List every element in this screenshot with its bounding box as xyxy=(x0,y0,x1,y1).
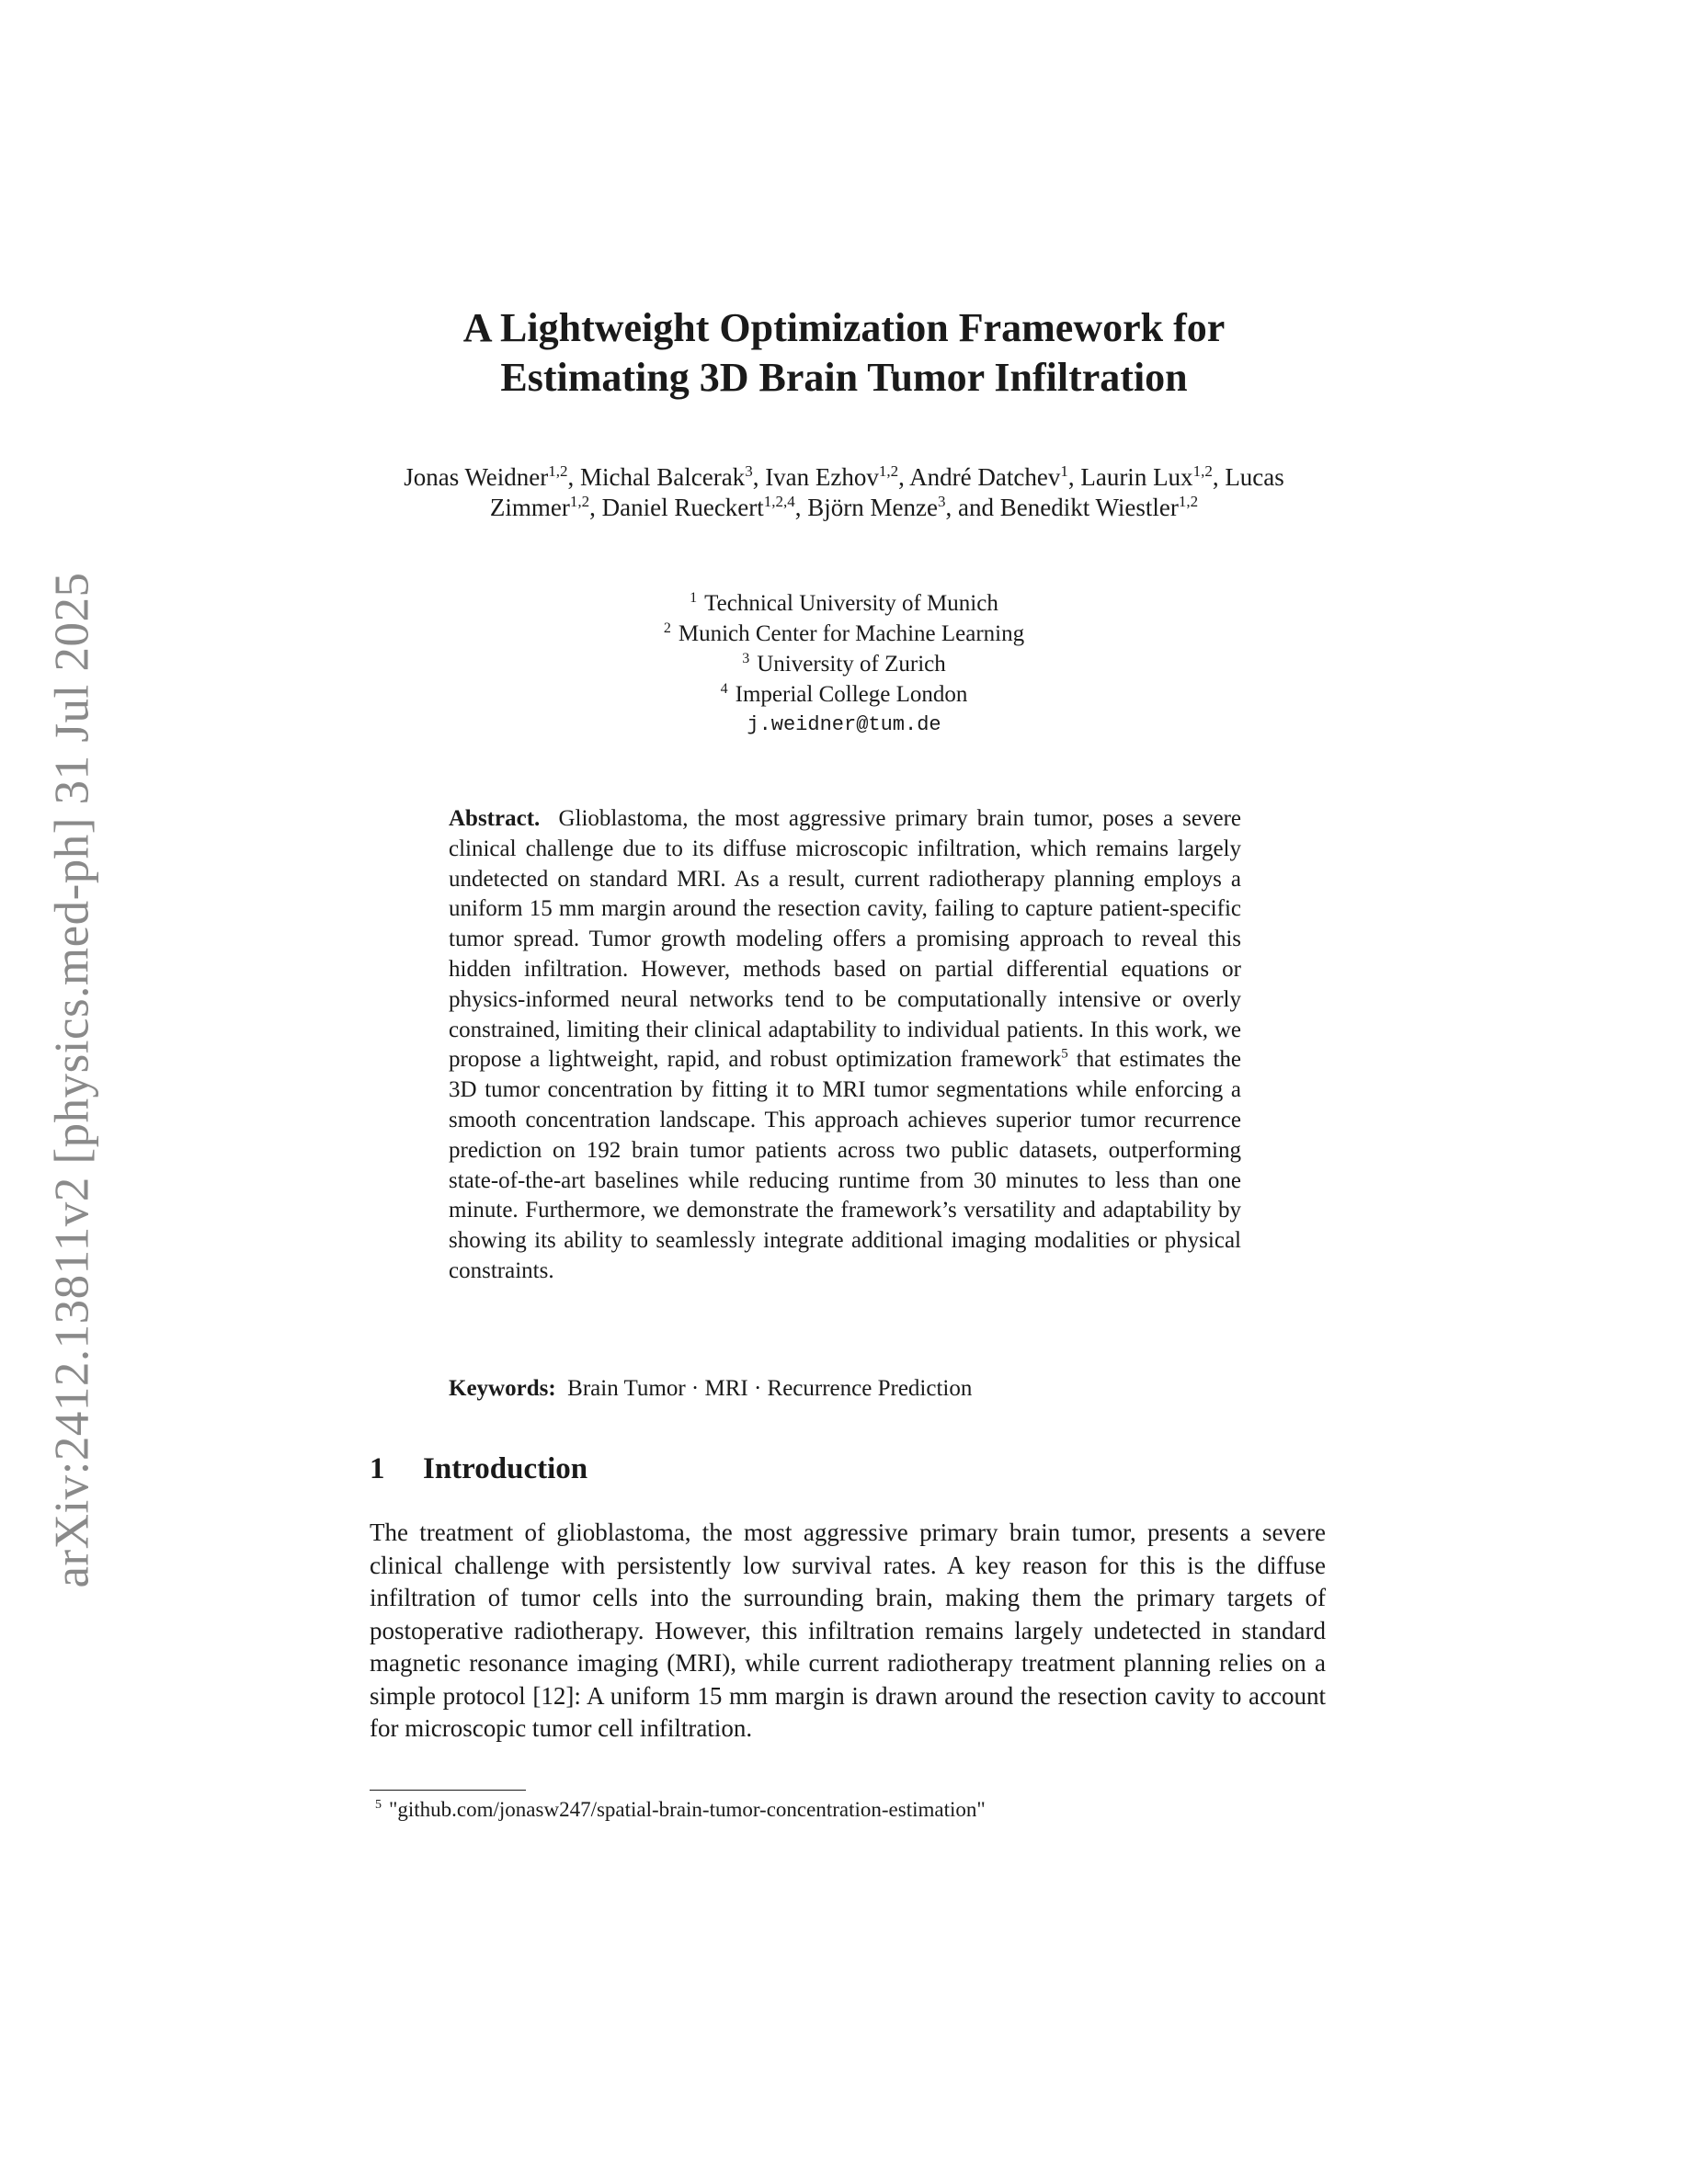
paper-title xyxy=(368,303,1320,403)
author-affiliation-mark: 1,2 xyxy=(878,462,899,480)
author-affiliation-mark: 1,2 xyxy=(1178,493,1199,510)
author-name: Lucas Zimmer xyxy=(489,463,1284,521)
author xyxy=(602,494,808,521)
author-separator: , xyxy=(567,463,581,491)
author-name: Laurin Lux xyxy=(1080,463,1193,491)
author xyxy=(807,494,999,521)
affiliation-number: 1 xyxy=(690,589,698,606)
author-affiliation-mark: 1,2 xyxy=(569,493,590,510)
author xyxy=(765,463,909,491)
affiliation-row xyxy=(368,588,1320,619)
affiliation-name: Munich Center for Machine Learning xyxy=(678,621,1025,646)
affiliations xyxy=(368,588,1320,740)
author-affiliation-mark: 1,2 xyxy=(1192,462,1213,480)
affiliation-row xyxy=(368,649,1320,679)
abstract xyxy=(449,804,1241,1287)
introduction-paragraph: The treatment of glioblastoma, the most aggressive primary brain tumor, presents a severe clinical challenge with persistently low survival rates. A key reason for this is the diffuse infiltration of tumor cells into the surrounding brain, making them the primary targets of postoperative radiotherapy. However, this infiltration remains largely undetected in standard magnetic resonance imaging (MRI), while current radiotherapy treatment planning relies on a simple protocol [12]: A uniform 15 mm margin is drawn around the resection cavity to account for microscopic tumor cell infiltration. xyxy=(370,1519,1326,1742)
section-number: 1 xyxy=(370,1452,385,1485)
author-name: Benedikt Wiestler xyxy=(999,494,1179,521)
author-name: Jonas Weidner xyxy=(404,463,549,491)
affiliation-name: Imperial College London xyxy=(735,682,968,707)
affiliation-number: 2 xyxy=(663,620,671,636)
footnote-number: 5 xyxy=(375,1798,382,1813)
author-separator: , and xyxy=(945,494,1000,521)
author-separator: , xyxy=(589,494,602,521)
section-heading xyxy=(370,1450,1326,1487)
title-line-2: Estimating 3D Brain Tumor Infiltration xyxy=(500,355,1188,400)
affiliation-number: 3 xyxy=(742,650,750,666)
author-list xyxy=(368,462,1320,523)
affiliation-row xyxy=(368,619,1320,649)
affiliation-number: 4 xyxy=(720,680,728,697)
author-name: Michal Balcerak xyxy=(580,463,746,491)
author xyxy=(580,463,765,491)
arxiv-identifier-text: arXiv:2412.13811v2 [physics.med-ph] 31 Jul 2025 xyxy=(45,572,99,1588)
keywords xyxy=(449,1374,1241,1404)
affiliation-name: University of Zurich xyxy=(757,652,946,677)
author-affiliation-mark: 3 xyxy=(745,462,753,480)
keywords-text: Brain Tumor · MRI · Recurrence Prediction xyxy=(567,1376,973,1401)
author-name: Daniel Rueckert xyxy=(601,494,764,521)
author-name: André Datchev xyxy=(909,463,1061,491)
author-name: Björn Menze xyxy=(807,494,939,521)
title-line-1: A Lightweight Optimization Framework for xyxy=(462,305,1226,350)
author-separator: , xyxy=(898,463,910,491)
author-separator: , xyxy=(1067,463,1081,491)
arxiv-identifier-stamp xyxy=(35,496,108,1664)
affiliation-name: Technical University of Munich xyxy=(704,591,998,616)
author-separator: , xyxy=(794,494,808,521)
footnote-marker: 5 xyxy=(1061,1047,1068,1063)
author-affiliation-mark: 1,2,4 xyxy=(763,493,795,510)
abstract-text-part-1: Glioblastoma, the most aggressive primary brain tumor, poses a severe clinical challenge due to its diffuse microscopic infiltration, which remains largely undetected on standard MRI. As a result, current radiotherapy planning employs a uniform 15 mm margin around the resection cavity, failing to capture patient-specific tumor spread. Tumor growth modeling offers a promising approach to reveal this hidden infiltration. However, methods based on partial differential equations or physics-informed neural networks tend to be computationally intensive or overly constrained, limiting their clinical adaptability to individual patients. In this work, we propose a lightweight, rapid, and robust optimization framework xyxy=(449,806,1241,1073)
abstract-text-part-2: that estimates the 3D tumor concentration by fitting it to MRI tumor segmentations while enforcing a smooth concentration landscape. This approach achieves superior tumor recurrence prediction on 192 brain tumor patients across two public datasets, outperforming state-of-the-art baselines while reducing runtime from 30 minutes to less than one minute. Furthermore, we demonstrate the framework’s versatility and adaptability by showing its ability to seamlessly integrate additional imaging modalities or physical constraints. xyxy=(449,1047,1242,1283)
author-affiliation-mark: 1,2 xyxy=(548,462,568,480)
footnote xyxy=(375,1796,1322,1824)
contact-email[interactable]: j.weidner@tum.de xyxy=(747,713,941,736)
abstract-label: Abstract. xyxy=(449,806,541,831)
author xyxy=(1000,494,1198,521)
author-separator: , xyxy=(752,463,766,491)
footnote-text: "github.com/jonasw247/spatial-brain-tumor-concentration-estimation" xyxy=(389,1798,986,1821)
author xyxy=(404,463,580,491)
author-separator: , xyxy=(1212,463,1226,491)
author-name: Ivan Ezhov xyxy=(765,463,879,491)
author-affiliation-mark: 1 xyxy=(1060,462,1068,480)
affiliation-row xyxy=(368,679,1320,710)
footnote-divider xyxy=(370,1790,526,1791)
author xyxy=(909,463,1080,491)
author xyxy=(1080,463,1225,491)
author-affiliation-mark: 3 xyxy=(938,493,946,510)
keywords-label: Keywords: xyxy=(449,1376,556,1401)
section-title: Introduction xyxy=(423,1452,588,1485)
